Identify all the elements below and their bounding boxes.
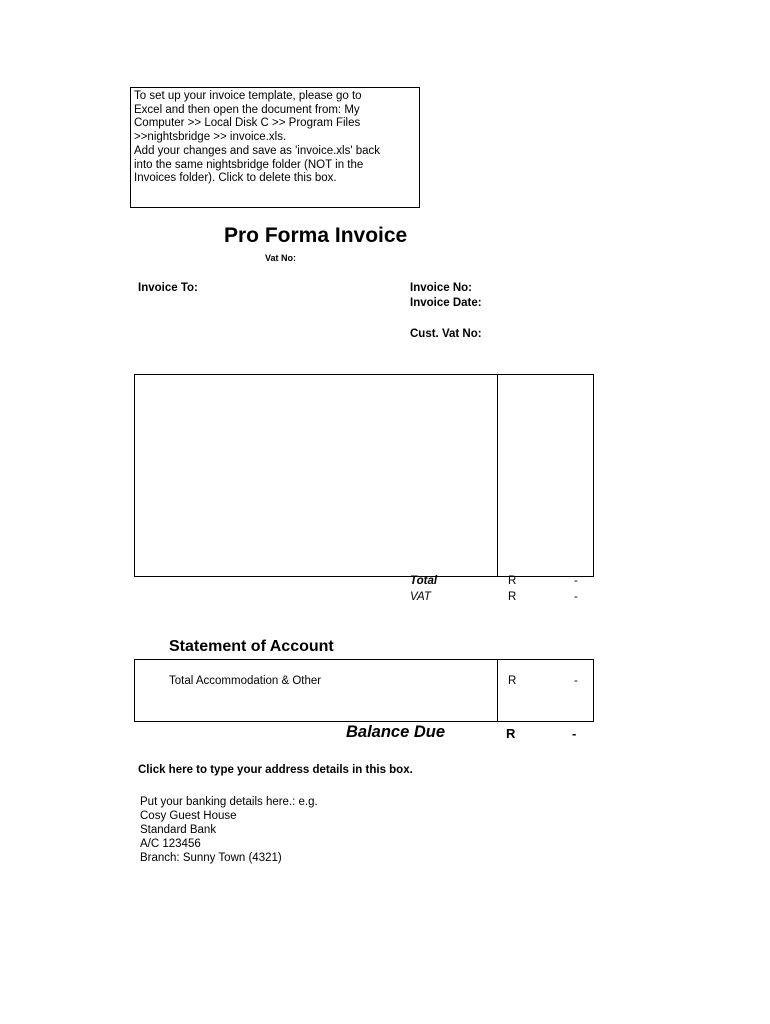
setup-line: into the same nightsbridge folder (NOT in the — [134, 158, 364, 171]
vat-currency: R — [508, 591, 517, 603]
banking-line: Put your banking details here.: e.g. — [140, 796, 318, 808]
balance-value: - — [572, 726, 577, 741]
statement-row-label: Total Accommodation & Other — [169, 675, 322, 687]
banking-line: Standard Bank — [140, 824, 217, 836]
statement-table — [134, 659, 594, 722]
address-details-box[interactable]: Click here to type your address details in this box. — [138, 764, 413, 776]
banking-line: Branch: Sunny Town (4321) — [140, 852, 282, 864]
items-column-divider — [497, 374, 498, 577]
setup-line: Excel and then open the document from: My — [134, 103, 360, 116]
banking-line: A/C 123456 — [140, 838, 201, 850]
balance-due-label: Balance Due — [346, 723, 446, 741]
setup-instructions-box[interactable] — [130, 87, 420, 208]
statement-title: Statement of Account — [169, 638, 334, 655]
invoice-to-label: Invoice To: — [138, 282, 198, 294]
total-currency: R — [508, 575, 517, 587]
statement-row-value: - — [574, 675, 578, 687]
vat-no-label: Vat No: — [265, 253, 297, 263]
invoice-no-label: Invoice No: — [410, 282, 472, 294]
vat-value: - — [574, 591, 578, 603]
balance-currency: R — [506, 726, 516, 741]
banking-details[interactable] — [140, 795, 318, 865]
setup-line: To set up your invoice template, please go to — [134, 90, 362, 102]
statement-row-currency: R — [508, 675, 517, 687]
vat-label: VAT — [410, 591, 431, 603]
setup-line: Computer >> Local Disk C >> Program Files — [134, 117, 361, 130]
cust-vat-no-label: Cust. Vat No: — [410, 328, 482, 340]
setup-line: Invoices folder). Click to delete this box. — [134, 172, 337, 185]
invoice-items-table[interactable] — [134, 374, 594, 577]
page-title: Pro Forma Invoice — [224, 224, 408, 247]
statement-column-divider — [497, 659, 498, 722]
setup-line: Add your changes and save as 'invoice.xls' back — [134, 144, 381, 157]
invoice-date-label: Invoice Date: — [410, 297, 482, 309]
total-value: - — [574, 575, 578, 587]
setup-line: >>nightsbridge >> invoice.xls. — [134, 131, 287, 144]
total-label: Total — [410, 575, 438, 587]
banking-line: Cosy Guest House — [140, 810, 237, 822]
